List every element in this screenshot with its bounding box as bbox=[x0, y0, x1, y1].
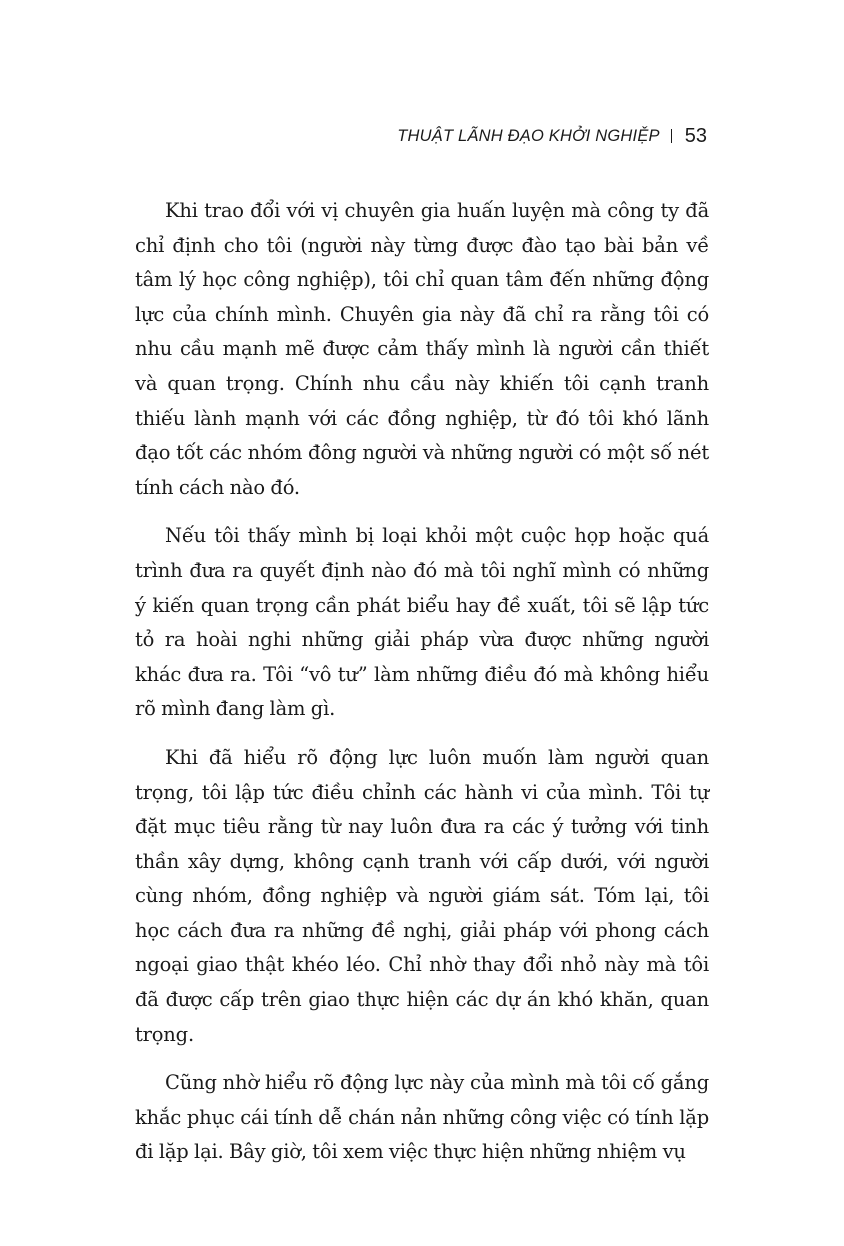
paragraph-1: Khi trao đổi với vị chuyên gia huấn luyện mà công ty đã chỉ định cho tôi (người này từng được đào tạo bài bản về tâm lý học công nghiệp), tôi chỉ quan tâm đến những động lực của chính mình. Chuyên gia này đã chỉ ra rằng tôi có nhu cầu mạnh mẽ được cảm thấy mình là người cần thiết và quan trọng. Chính nhu cầu này khiến tôi cạnh tranh thiếu lành mạnh với các đồng nghiệp, từ đó tôi khó lãnh đạo tốt các nhóm đông người và những người có một số nét tính cách nào đó. bbox=[135, 199, 709, 499]
page-number: 53 bbox=[684, 124, 707, 147]
book-title: THUẬT LÃNH ĐẠO KHỞI NGHIỆP bbox=[397, 126, 660, 145]
paragraph-3: Khi đã hiểu rõ động lực luôn muốn làm người quan trọng, tôi lập tức điều chỉnh các hành vi của mình. Tôi tự đặt mục tiêu rằng từ nay luôn đưa ra các ý tưởng với tinh thần xây dựng, không cạnh tranh với cấp dưới, với người cùng nhóm, đồng nghiệp và người giám sát. Tóm lại, tôi học cách đưa ra những đề nghị, giải pháp với phong cách ngoại giao thật khéo léo. Chỉ nhờ thay đổi nhỏ này mà tôi đã được cấp trên giao thực hiện các dự án khó khăn, quan trọng. bbox=[135, 745, 709, 1046]
running-head bbox=[397, 121, 707, 151]
paragraph-4: Cũng nhờ hiểu rõ động lực này của mình mà tôi cố gắng khắc phục cái tính dễ chán nản những công việc có tính lặp đi lặp lại. Bây giờ, tôi xem việc thực hiện những nhiệm vụ bbox=[135, 1071, 709, 1164]
header-separator bbox=[671, 129, 672, 143]
paragraph-2: Nếu tôi thấy mình bị loại khỏi một cuộc họp hoặc quá trình đưa ra quyết định nào đó mà tôi nghĩ mình có những ý kiến quan trọng cần phát biểu hay đề xuất, tôi sẽ lập tức tỏ ra hoài nghi những giải pháp vừa được những người khác đưa ra. Tôi “vô tư” làm những điều đó mà không hiểu rõ mình đang làm gì. bbox=[135, 524, 709, 721]
body-text bbox=[135, 194, 709, 1184]
